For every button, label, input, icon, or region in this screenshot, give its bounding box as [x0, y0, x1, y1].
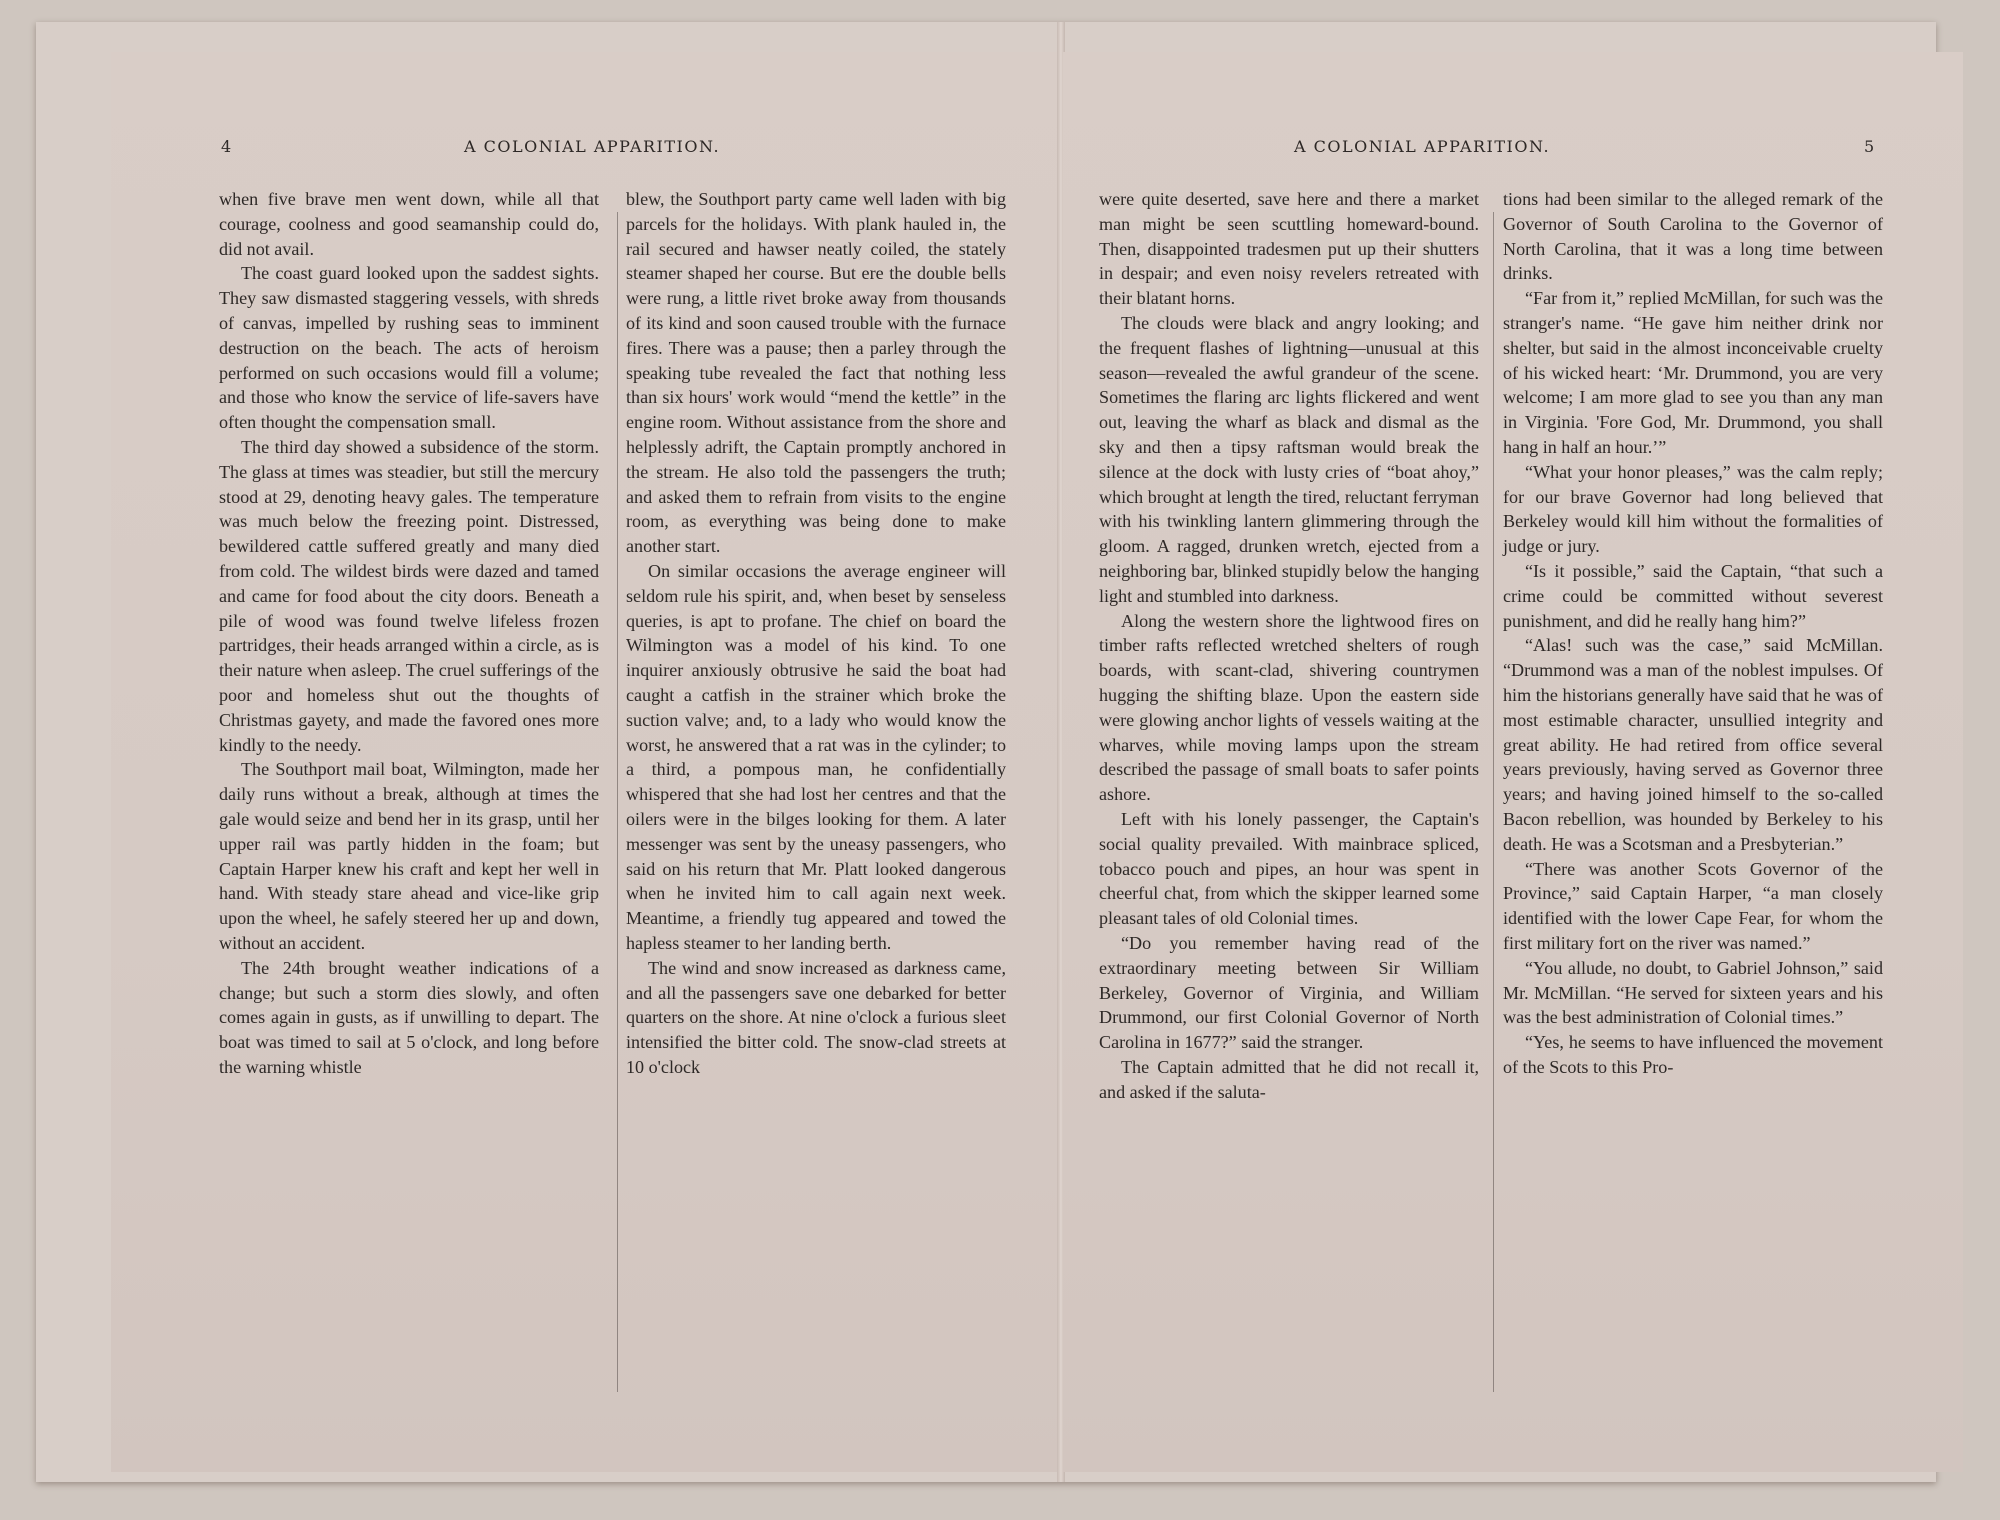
running-head: A COLONIAL APPARITION.	[464, 137, 721, 156]
paragraph: Left with his lonely passenger, the Captain's social quality prevailed. With mainbrace spliced, tobacco pouch and pipes, an hour was spent in cheerful chat, from which the skipper learned some pleasant tales of old Colonial times.	[1099, 808, 1479, 929]
running-head: A COLONIAL APPARITION.	[1294, 137, 1551, 156]
paragraph: The coast guard looked upon the saddest sights. They saw dismasted staggering vessels, with shreds of canvas, impelled by rushing seas to imminent destruction on the beach. The acts of heroism performed on such occasions would fill a volume; and those who know the service of life-savers have often thought the compensation small.	[219, 263, 599, 433]
text-column-2	[626, 187, 1006, 1080]
paragraph: The clouds were black and angry looking; and the frequent flashes of lightning—unusual at this season—revealed the awful grandeur of the scene. Sometimes the flaring arc lights flickered and went out, leaving the wharf as black and dismal as the sky and then a tipsy raftsman would break the silence at the dock with lusty cries of “boat ahoy,” which brought at length the tired, reluctant ferryman with his twinkling lantern glimmering through the gloom. A ragged, drunken wretch, ejected from a neighboring bar, blinked stupidly below the hanging light and stumbled into darkness.	[1099, 312, 1479, 606]
page-number: 4	[221, 137, 232, 156]
paragraph: “There was another Scots Governor of the Province,” said Captain Harper, “a man closely identified with the lower Cape Fear, for whom the first military fort on the river was named.”	[1503, 858, 1883, 953]
paragraph: “What your honor pleases,” was the calm reply; for our brave Governor had long believed that Berkeley would kill him without the formalities of judge or jury.	[1503, 461, 1883, 557]
paragraph: The Captain admitted that he did not recall it, and asked if the saluta-	[1099, 1056, 1479, 1102]
paragraph: “Far from it,” replied McMillan, for such was the stranger's name. “He gave him neither drink nor shelter, but said in the almost inconceivable cruelty of his wicked heart: ‘Mr. Drummond, you are very welcome; I am more glad to see you than any man in Virginia. 'Fore God, Mr. Drummond, you shall hang in half an hour.’”	[1503, 288, 1883, 457]
text-column-1	[219, 187, 599, 1080]
paragraph: tions had been similar to the alleged remark of the Governor of South Carolina to the Governor of North Carolina, that it was a long time between drinks.	[1503, 189, 1883, 284]
paragraph: On similar occasions the average engineer will seldom rule his spirit, and, when beset by senseless queries, is apt to profane. The chief on board the Wilmington was a model of his kind. To one inquirer anxiously obtrusive he said the boat had caught a catfish in the strainer which broke the suction valve; and, to a lady who would know the worst, he answered that a rat was in the cylinder; to a third, a pompous man, he confidentially whispered that she had lost her centres and that the oilers were in the bilges looking for them. A later messenger was sent by the uneasy passengers, who said on his return that Mr. Platt looked dangerous when he invited him to call again next week. Meantime, a friendly tug appeared and towed the hapless steamer to her landing berth.	[626, 560, 1006, 953]
paragraph: Along the western shore the lightwood fires on timber rafts reflected wretched shelters of rough boards, with scant-clad, shivering countrymen hugging the shifting blaze. Upon the eastern side were glowing anchor lights of vessels waiting at the wharves, while moving lamps upon the stream described the passage of small boats to safer points ashore.	[1099, 610, 1479, 805]
column-rule	[1493, 212, 1494, 1392]
left-page	[111, 52, 1062, 1472]
paragraph: “Is it possible,” said the Captain, “that such a crime could be committed without severest punishment, and did he really hang him?”	[1503, 560, 1883, 631]
text-column-1	[1099, 187, 1479, 1104]
magazine-spread	[36, 22, 1936, 1482]
paragraph: blew, the Southport party came well laden with big parcels for the holidays. With plank hauled in, the rail secured and hawser neatly coiled, the stately steamer shaped her course. But ere the double bells were rung, a little rivet broke away from thousands of its kind and soon caused trouble with the furnace fires. There was a pause; then a parley through the speaking tube revealed the fact that nothing less than six hours' work would “mend the kettle” in the engine room. Without assistance from the shore and helplessly adrift, the Captain promptly anchored in the stream. He also told the passengers the truth; and asked them to refrain from visits to the engine room, as everything was being done to make another start.	[626, 189, 1006, 557]
paragraph: “You allude, no doubt, to Gabriel Johnson,” said Mr. McMillan. “He served for sixteen years and his was the best administration of Colonial times.”	[1503, 957, 1883, 1028]
paragraph: were quite deserted, save here and there a market man might be seen scuttling homeward-bound. Then, disappointed tradesmen put up their shutters in despair; and even noisy revelers retreated with their blatant horns.	[1099, 189, 1479, 309]
paragraph: The wind and snow increased as darkness came, and all the passengers save one debarked for better quarters on the shore. At nine o'clock a furious sleet intensified the bitter cold. The snow-clad streets at 10 o'clock	[626, 957, 1006, 1077]
paragraph: The 24th brought weather indications of a change; but such a storm dies slowly, and often comes again in gusts, as if unwilling to depart. The boat was timed to sail at 5 o'clock, and long before the warning whistle	[219, 957, 599, 1077]
paragraph: “Do you remember having read of the extraordinary meeting between Sir William Berkeley, Governor of Virginia, and William Drummond, our first Colonial Governor of North Carolina in 1677?” said the stranger.	[1099, 932, 1479, 1053]
paragraph: The third day showed a subsidence of the storm. The glass at times was steadier, but still the mercury stood at 29, denoting heavy gales. The temperature was much below the freezing point. Distressed, bewildered cattle suffered greatly and many died from cold. The wildest birds were dazed and tamed and came for food about the city doors. Beneath a pile of wood was found twelve lifeless frozen partridges, their heads arranged within a circle, as is their nature when asleep. The cruel sufferings of the poor and homeless shut out the thoughts of Christmas gayety, and made the favored ones more kindly to the needy.	[219, 436, 599, 755]
paragraph: The Southport mail boat, Wilmington, made her daily runs without a break, although at times the gale would seize and bend her in its grasp, until her upper rail was partly hidden in the foam; but Captain Harper knew his craft and kept her well in hand. With steady stare ahead and vice-like grip upon the wheel, he safely steered her up and down, without an accident.	[219, 759, 599, 953]
text-column-2	[1503, 187, 1883, 1080]
page-number: 5	[1864, 137, 1875, 156]
right-page	[1063, 52, 1963, 1472]
paragraph: when five brave men went down, while all that courage, coolness and good seamanship could do, did not avail.	[219, 189, 599, 259]
paragraph: “Alas! such was the case,” said McMillan. “Drummond was a man of the noblest impulses. Of him the historians generally have said that he was of most estimable character, unsullied integrity and great ability. He had retired from office several years previously, having served as Governor three years; and having joined himself to the so-called Bacon rebellion, was hounded by Berkeley to his death. He was a Scotsman and a Presbyterian.”	[1503, 635, 1883, 854]
paragraph: “Yes, he seems to have influenced the movement of the Scots to this Pro-	[1503, 1032, 1883, 1077]
column-rule	[617, 212, 618, 1392]
